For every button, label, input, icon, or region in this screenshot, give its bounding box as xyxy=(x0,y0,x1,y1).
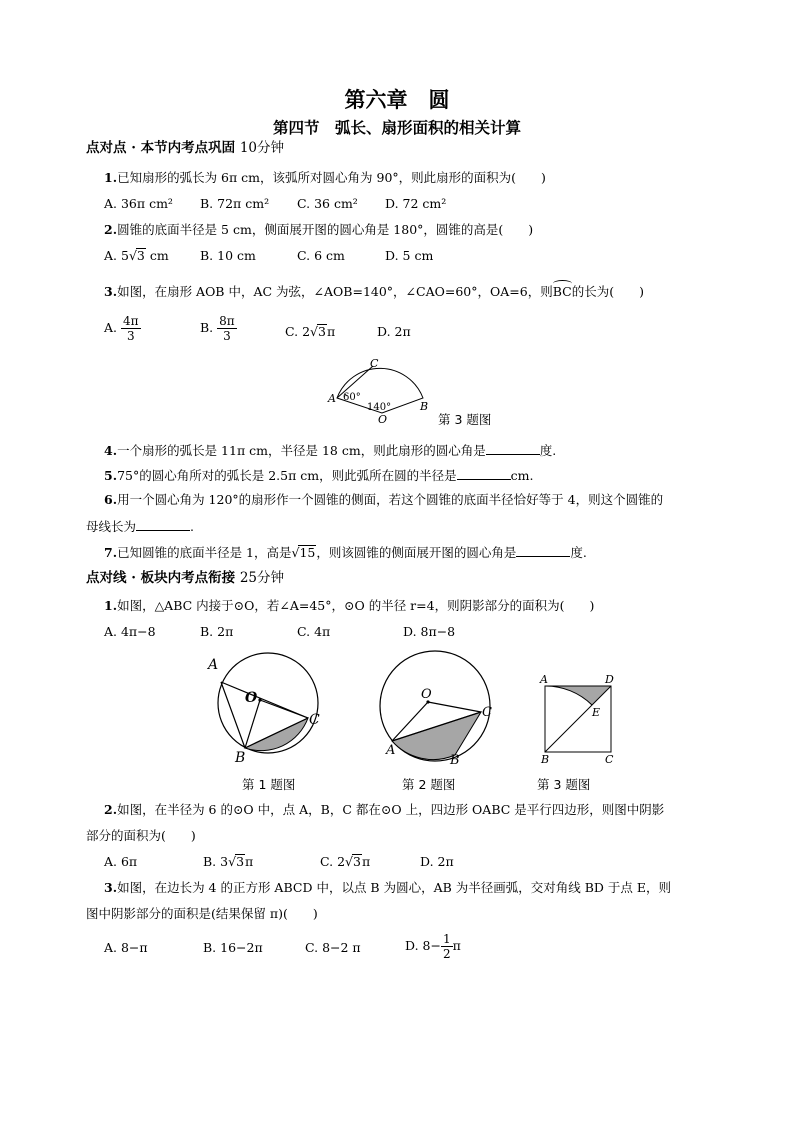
label-b: B xyxy=(235,750,246,766)
p2-q1-option-c: C. 4π xyxy=(297,624,331,639)
chapter-title: 第六章 圆 xyxy=(344,87,450,112)
p2-q3-line2: 图中阴影部分的面积是(结果保留 π)( ) xyxy=(86,906,318,921)
p1-q3-figure xyxy=(325,356,445,426)
p1-q6-line1: 6.用一个圆心角为 120°的扇形作一个圆锥的侧面，若这个圆锥的底面半径恰好等于 4，则这个圆锥的 xyxy=(104,492,664,507)
p2-fig2-caption: 第 2 题图 xyxy=(402,777,456,792)
p1-q3-caption: 第 3 题图 xyxy=(438,412,492,427)
label-e: E xyxy=(592,706,601,719)
blank[interactable] xyxy=(136,518,190,531)
p2-fig1-caption: 第 1 题图 xyxy=(242,777,296,792)
label-c: C xyxy=(482,705,492,720)
p2-q1-option-b: B. 2π xyxy=(200,624,234,639)
label-o: O xyxy=(378,413,388,426)
p2-figure-3 xyxy=(535,670,625,765)
p2-figure-1 xyxy=(205,650,335,765)
p1-q3-option-c: C. 2√3π xyxy=(285,324,336,339)
part2-time: 25分钟 xyxy=(239,570,284,586)
p1-q2-option-c: C. 6 cm xyxy=(297,248,345,263)
part1-header xyxy=(86,140,284,156)
p1-q1-option-d: D. 72 cm² xyxy=(385,196,447,211)
p2-q2-option-c: C. 2√3π xyxy=(320,854,371,869)
p2-q2-option-d: D. 2π xyxy=(420,854,454,869)
angle-60: 60° xyxy=(343,392,361,403)
label-b: B xyxy=(541,753,550,766)
p2-q3-line1: 3.如图，在边长为 4 的正方形 ABCD 中，以点 B 为圆心，AB 为半径画弧，交对角线 BD 于点 E，则 xyxy=(104,880,672,895)
label-a: A xyxy=(328,392,336,405)
p2-q3-option-c: C. 8−2 π xyxy=(305,940,361,955)
label-d: D xyxy=(605,673,614,686)
p1-q1-option-a: A. 36π cm² xyxy=(104,196,173,211)
label-a: A xyxy=(208,657,219,673)
part2-title: 点对线 · 板块内考点衔接 xyxy=(86,570,236,586)
blank[interactable] xyxy=(457,467,511,480)
p1-q4: 4.一个扇形的弧长是 11π cm，半径是 18 cm，则此扇形的圆心角是 度. xyxy=(104,443,557,458)
p2-fig3-caption: 第 3 题图 xyxy=(537,777,591,792)
p2-figure-2 xyxy=(370,650,500,770)
p2-q3-option-b: B. 16−2π xyxy=(203,940,263,955)
p1-q3-option-b: B. $\frac{8\pi}{3}$ xyxy=(200,314,235,343)
arc-bc: BC xyxy=(553,284,572,300)
p1-q2-option-b: B. 10 cm xyxy=(200,248,256,263)
p1-q2-option-a: A. 5√3 cm xyxy=(104,248,169,263)
p1-q2-stem: 2.圆锥的底面半径是 5 cm，侧面展开图的圆心角是 180°，圆锥的高是( ) xyxy=(104,222,534,237)
p2-q3-option-a: A. 8−π xyxy=(104,940,148,955)
p2-q2-option-b: B. 3√3π xyxy=(203,854,254,869)
p1-q5: 5.75°的圆心角所对的弧长是 2.5π cm，则此弧所在圆的半径是 cm. xyxy=(104,468,534,483)
part2-header xyxy=(86,570,284,586)
p1-q2-option-d: D. 5 cm xyxy=(385,248,434,263)
p1-q1-stem: 1.已知扇形的弧长为 6π cm，该弧所对圆心角为 90°，则此扇形的面积为( ) xyxy=(104,170,546,185)
label-a: A xyxy=(540,673,548,686)
part1-time: 10分钟 xyxy=(239,140,284,156)
p1-q3-option-a: A. $\frac{4\pi}{3}$ xyxy=(104,314,139,343)
blank[interactable] xyxy=(486,442,540,455)
p2-q1-stem: 1.如图，△ABC 内接于⊙O，若∠A=45°，⊙O 的半径 r=4，则阴影部分的面积为( ) xyxy=(104,598,595,613)
section-title: 第四节 弧长、扇形面积的相关计算 xyxy=(272,118,521,137)
p1-q7: 7.已知圆锥的底面半径是 1，高是√15，则该圆锥的侧面展开图的圆心角是 度. xyxy=(104,545,587,560)
part1-title: 点对点 · 本节内考点巩固 xyxy=(86,140,236,156)
label-o: O xyxy=(421,687,432,702)
p1-q3-stem: 3.如图，在扇形 AOB 中，AC 为弦，∠AOB=140°，∠CAO=60°，OA=6，则 BC的长为( ) xyxy=(104,284,644,300)
p2-q1-option-a: A. 4π−8 xyxy=(104,624,156,639)
p1-q1-option-c: C. 36 cm² xyxy=(297,196,358,211)
blank[interactable] xyxy=(516,544,570,557)
p1-q6-line2: 母线长为 . xyxy=(86,519,194,534)
p2-q2-line2: 部分的面积为( ) xyxy=(86,828,196,843)
label-b: B xyxy=(420,400,429,413)
p1-q3-option-d: D. 2π xyxy=(377,324,411,339)
label-o: O xyxy=(245,690,258,706)
p1-q1-option-b: B. 72π cm² xyxy=(200,196,270,211)
label-c: C xyxy=(309,712,320,728)
label-a: A xyxy=(386,743,396,758)
p2-q3-option-d: D. 8− $\frac{1}{2}$ π xyxy=(405,932,461,961)
label-c: C xyxy=(370,357,379,370)
p2-q2-option-a: A. 6π xyxy=(104,854,138,869)
p2-q1-option-d: D. 8π−8 xyxy=(403,624,456,639)
label-b: B xyxy=(450,753,460,768)
angle-140: 140° xyxy=(367,402,392,413)
label-c: C xyxy=(605,753,614,766)
p2-q2-line1: 2.如图，在半径为 6 的⊙O 中，点 A，B，C 都在⊙O 上，四边形 OABC 是平行四边形，则图中阴影 xyxy=(104,802,665,817)
